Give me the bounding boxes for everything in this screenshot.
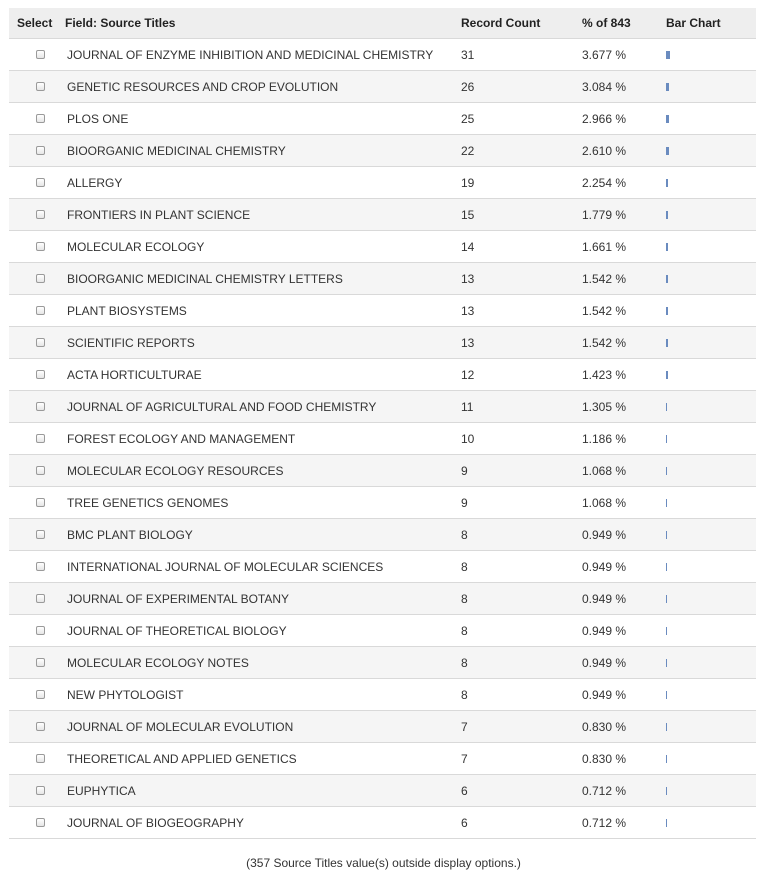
percent-bar bbox=[666, 723, 667, 731]
select-cell bbox=[9, 71, 71, 102]
table-row bbox=[9, 423, 756, 455]
select-checkbox[interactable] bbox=[36, 466, 45, 475]
select-cell bbox=[9, 775, 71, 806]
select-checkbox[interactable] bbox=[36, 754, 45, 763]
percent-bar bbox=[666, 51, 670, 59]
table-row bbox=[9, 583, 756, 615]
select-checkbox[interactable] bbox=[36, 370, 45, 379]
table-row bbox=[9, 295, 756, 327]
select-checkbox[interactable] bbox=[36, 594, 45, 603]
percent-value: 1.542 % bbox=[582, 303, 627, 318]
select-cell bbox=[9, 199, 71, 230]
bar-chart-cell bbox=[666, 199, 668, 230]
bar-chart-cell bbox=[666, 679, 667, 710]
record-count: 8 bbox=[461, 527, 468, 542]
record-count: 14 bbox=[461, 239, 475, 254]
bar-chart-cell bbox=[666, 647, 667, 678]
table-header-row bbox=[9, 8, 756, 39]
select-checkbox[interactable] bbox=[36, 498, 45, 507]
percent-value: 2.966 % bbox=[582, 111, 627, 126]
select-checkbox[interactable] bbox=[36, 818, 45, 827]
select-checkbox[interactable] bbox=[36, 690, 45, 699]
record-count: 22 bbox=[461, 143, 475, 158]
bar-chart-cell bbox=[666, 551, 667, 582]
percent-bar bbox=[666, 627, 667, 635]
record-count: 11 bbox=[461, 399, 474, 414]
select-cell bbox=[9, 39, 71, 70]
record-count: 13 bbox=[461, 271, 475, 286]
percent-value: 0.949 % bbox=[582, 591, 627, 606]
source-title: JOURNAL OF MOLECULAR EVOLUTION bbox=[67, 719, 294, 734]
table-row bbox=[9, 39, 756, 71]
bar-chart-cell bbox=[666, 135, 669, 166]
percent-value: 1.068 % bbox=[582, 495, 627, 510]
bar-chart-cell bbox=[666, 167, 668, 198]
table-row bbox=[9, 487, 756, 519]
percent-value: 1.068 % bbox=[582, 463, 627, 478]
source-title: PLOS ONE bbox=[67, 111, 129, 126]
select-checkbox[interactable] bbox=[36, 402, 45, 411]
percent-bar bbox=[666, 339, 668, 347]
bar-chart-cell bbox=[666, 391, 667, 422]
table-row bbox=[9, 775, 756, 807]
select-cell bbox=[9, 359, 71, 390]
source-title: TREE GENETICS GENOMES bbox=[67, 495, 229, 510]
percent-value: 0.949 % bbox=[582, 527, 627, 542]
select-cell bbox=[9, 679, 71, 710]
bar-chart-cell bbox=[666, 327, 668, 358]
record-count: 9 bbox=[461, 463, 468, 478]
percent-bar bbox=[666, 531, 667, 539]
table-row bbox=[9, 807, 756, 839]
source-title: MOLECULAR ECOLOGY bbox=[67, 239, 205, 254]
record-count: 15 bbox=[461, 207, 475, 222]
percent-bar bbox=[666, 467, 667, 475]
bar-chart-cell bbox=[666, 711, 667, 742]
select-cell bbox=[9, 583, 71, 614]
bar-chart-cell bbox=[666, 615, 667, 646]
percent-bar bbox=[666, 499, 667, 507]
record-count: 8 bbox=[461, 687, 468, 702]
select-checkbox[interactable] bbox=[36, 146, 45, 155]
select-cell bbox=[9, 295, 71, 326]
bar-chart-cell bbox=[666, 71, 669, 102]
table-row bbox=[9, 263, 756, 295]
source-title: INTERNATIONAL JOURNAL OF MOLECULAR SCIENCES bbox=[67, 559, 384, 574]
percent-value: 1.542 % bbox=[582, 271, 627, 286]
record-count: 6 bbox=[461, 783, 468, 798]
table-row bbox=[9, 455, 756, 487]
bar-chart-cell bbox=[666, 359, 668, 390]
record-count: 13 bbox=[461, 303, 475, 318]
select-cell bbox=[9, 167, 71, 198]
record-count: 10 bbox=[461, 431, 475, 446]
source-title: THEORETICAL AND APPLIED GENETICS bbox=[67, 751, 297, 766]
source-title: FRONTIERS IN PLANT SCIENCE bbox=[67, 207, 251, 222]
record-count: 9 bbox=[461, 495, 468, 510]
record-count: 31 bbox=[461, 47, 475, 62]
source-title: SCIENTIFIC REPORTS bbox=[67, 335, 195, 350]
source-title: BMC PLANT BIOLOGY bbox=[67, 527, 193, 542]
select-cell bbox=[9, 423, 71, 454]
percent-bar bbox=[666, 595, 667, 603]
record-count: 8 bbox=[461, 655, 468, 670]
source-title: EUPHYTICA bbox=[67, 783, 136, 798]
source-title: MOLECULAR ECOLOGY RESOURCES bbox=[67, 463, 284, 478]
table-row bbox=[9, 391, 756, 423]
record-count-column-header: Record Count bbox=[461, 16, 541, 30]
table-row bbox=[9, 647, 756, 679]
table-row bbox=[9, 167, 756, 199]
table-row bbox=[9, 743, 756, 775]
select-checkbox[interactable] bbox=[36, 274, 45, 283]
select-checkbox[interactable] bbox=[36, 722, 45, 731]
bar-chart-cell bbox=[666, 519, 667, 550]
record-count: 7 bbox=[461, 751, 468, 766]
percent-value: 2.254 % bbox=[582, 175, 627, 190]
source-title: PLANT BIOSYSTEMS bbox=[67, 303, 187, 318]
bar-chart-cell bbox=[666, 103, 669, 134]
select-cell bbox=[9, 711, 71, 742]
select-cell bbox=[9, 103, 71, 134]
table-row bbox=[9, 199, 756, 231]
bar-chart-cell bbox=[666, 583, 667, 614]
percent-bar bbox=[666, 307, 668, 315]
bar-chart-cell bbox=[666, 295, 668, 326]
percent-value: 1.661 % bbox=[582, 239, 627, 254]
record-count: 26 bbox=[461, 79, 475, 94]
percent-bar bbox=[666, 211, 668, 219]
select-checkbox[interactable] bbox=[36, 626, 45, 635]
table-row bbox=[9, 615, 756, 647]
table-row bbox=[9, 551, 756, 583]
source-title: NEW PHYTOLOGIST bbox=[67, 687, 184, 702]
percent-value: 0.830 % bbox=[582, 719, 627, 734]
select-cell bbox=[9, 263, 71, 294]
percent-value: 2.610 % bbox=[582, 143, 627, 158]
select-checkbox[interactable] bbox=[36, 178, 45, 187]
source-title: BIOORGANIC MEDICINAL CHEMISTRY bbox=[67, 143, 286, 158]
record-count: 8 bbox=[461, 591, 468, 606]
record-count: 6 bbox=[461, 815, 468, 830]
percent-value: 0.949 % bbox=[582, 655, 627, 670]
select-checkbox[interactable] bbox=[36, 306, 45, 315]
select-column-header: Select bbox=[17, 16, 53, 30]
table-row bbox=[9, 519, 756, 551]
select-cell bbox=[9, 743, 71, 774]
select-checkbox[interactable] bbox=[36, 114, 45, 123]
percent-bar bbox=[666, 243, 668, 251]
percent-bar bbox=[666, 435, 667, 443]
record-count: 8 bbox=[461, 559, 468, 574]
select-cell bbox=[9, 231, 71, 262]
select-cell bbox=[9, 391, 71, 422]
table-row bbox=[9, 231, 756, 263]
select-checkbox[interactable] bbox=[36, 82, 45, 91]
percent-bar bbox=[666, 691, 667, 699]
percent-bar bbox=[666, 147, 669, 155]
source-title: JOURNAL OF BIOGEOGRAPHY bbox=[67, 815, 244, 830]
bar-chart-cell bbox=[666, 263, 668, 294]
percent-bar bbox=[666, 755, 667, 763]
bar-chart-cell bbox=[666, 231, 668, 262]
outside-display-note: (357 Source Titles value(s) outside display options.) bbox=[246, 856, 521, 870]
select-checkbox[interactable] bbox=[36, 658, 45, 667]
table-row bbox=[9, 103, 756, 135]
select-cell bbox=[9, 615, 71, 646]
percent-bar bbox=[666, 179, 668, 187]
percent-value: 1.542 % bbox=[582, 335, 627, 350]
percent-value: 0.949 % bbox=[582, 559, 627, 574]
select-checkbox[interactable] bbox=[36, 530, 45, 539]
source-title: JOURNAL OF ENZYME INHIBITION AND MEDICINAL CHEMISTRY bbox=[67, 47, 434, 62]
percent-value: 0.949 % bbox=[582, 623, 627, 638]
bar-chart-cell bbox=[666, 39, 670, 70]
source-titles-column-header: Field: Source Titles bbox=[65, 16, 176, 30]
table-row bbox=[9, 135, 756, 167]
record-count: 7 bbox=[461, 719, 468, 734]
select-checkbox[interactable] bbox=[36, 562, 45, 571]
source-title: JOURNAL OF EXPERIMENTAL BOTANY bbox=[67, 591, 290, 606]
select-cell bbox=[9, 487, 71, 518]
record-count: 8 bbox=[461, 623, 468, 638]
bar-chart-cell bbox=[666, 423, 667, 454]
source-title: GENETIC RESOURCES AND CROP EVOLUTION bbox=[67, 79, 339, 94]
source-titles-table bbox=[9, 8, 756, 839]
percent-value: 1.423 % bbox=[582, 367, 627, 382]
percent-value: 1.305 % bbox=[582, 399, 627, 414]
table-row bbox=[9, 359, 756, 391]
percent-bar bbox=[666, 787, 667, 795]
percent-value: 0.712 % bbox=[582, 815, 627, 830]
percent-value: 1.186 % bbox=[582, 431, 627, 446]
select-checkbox[interactable] bbox=[36, 434, 45, 443]
source-title: MOLECULAR ECOLOGY NOTES bbox=[67, 655, 249, 670]
percent-bar bbox=[666, 371, 668, 379]
record-count: 13 bbox=[461, 335, 475, 350]
percent-bar bbox=[666, 115, 669, 123]
select-cell bbox=[9, 519, 71, 550]
select-cell bbox=[9, 327, 71, 358]
percent-value: 1.779 % bbox=[582, 207, 627, 222]
percent-value: 0.712 % bbox=[582, 783, 627, 798]
percent-value: 3.677 % bbox=[582, 47, 627, 62]
table-body bbox=[9, 39, 756, 839]
record-count: 25 bbox=[461, 111, 475, 126]
percent-bar bbox=[666, 563, 667, 571]
percent-bar bbox=[666, 403, 667, 411]
select-checkbox[interactable] bbox=[36, 210, 45, 219]
bar-chart-cell bbox=[666, 487, 667, 518]
percent-bar bbox=[666, 275, 668, 283]
record-count: 19 bbox=[461, 175, 475, 190]
source-title: JOURNAL OF THEORETICAL BIOLOGY bbox=[67, 623, 287, 638]
select-checkbox[interactable] bbox=[36, 50, 45, 59]
select-checkbox[interactable] bbox=[36, 786, 45, 795]
bar-chart-cell bbox=[666, 775, 667, 806]
bar-chart-cell bbox=[666, 743, 667, 774]
percent-bar bbox=[666, 83, 669, 91]
select-cell bbox=[9, 551, 71, 582]
table-row bbox=[9, 711, 756, 743]
select-checkbox[interactable] bbox=[36, 338, 45, 347]
percent-bar bbox=[666, 659, 667, 667]
select-cell bbox=[9, 135, 71, 166]
table-row bbox=[9, 327, 756, 359]
select-cell bbox=[9, 647, 71, 678]
table-row bbox=[9, 679, 756, 711]
source-title: FOREST ECOLOGY AND MANAGEMENT bbox=[67, 431, 296, 446]
source-title: ALLERGY bbox=[67, 175, 123, 190]
percent-value: 0.949 % bbox=[582, 687, 627, 702]
bar-chart-column-header: Bar Chart bbox=[666, 16, 721, 30]
bar-chart-cell bbox=[666, 455, 667, 486]
bar-chart-cell bbox=[666, 807, 667, 838]
source-title: JOURNAL OF AGRICULTURAL AND FOOD CHEMISTRY bbox=[67, 399, 377, 414]
percent-value: 3.084 % bbox=[582, 79, 627, 94]
select-cell bbox=[9, 807, 71, 838]
source-title: ACTA HORTICULTURAE bbox=[67, 367, 202, 382]
select-cell bbox=[9, 455, 71, 486]
select-checkbox[interactable] bbox=[36, 242, 45, 251]
percent-column-header: % of 843 bbox=[582, 16, 631, 30]
percent-value: 0.830 % bbox=[582, 751, 627, 766]
record-count: 12 bbox=[461, 367, 475, 382]
source-title: BIOORGANIC MEDICINAL CHEMISTRY LETTERS bbox=[67, 271, 343, 286]
percent-bar bbox=[666, 819, 667, 827]
table-row bbox=[9, 71, 756, 103]
